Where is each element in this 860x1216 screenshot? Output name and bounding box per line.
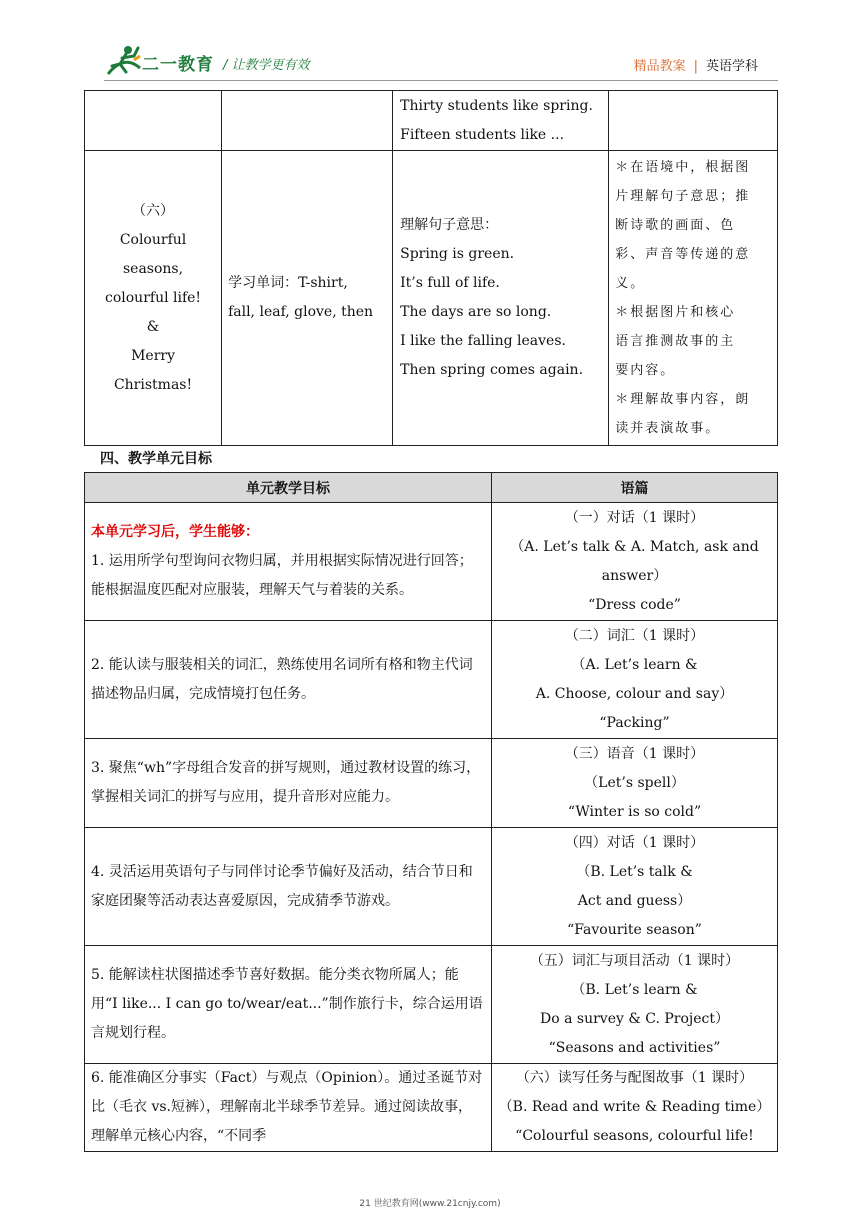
cell-line: ＊根据图片和核心	[615, 305, 736, 320]
goal-cell	[85, 946, 492, 1064]
cell-line: It’s full of life.	[400, 275, 500, 291]
table-row	[85, 151, 778, 446]
goal-cell	[85, 1064, 492, 1152]
cell-line: answer）	[601, 567, 668, 584]
cell-line: Spring is green.	[400, 246, 515, 262]
goal-cell	[85, 503, 492, 621]
cell-line: ＊在语境中，根据图	[615, 160, 751, 175]
cell-line: （B. Let’s learn &	[571, 981, 698, 998]
slogan: / 让教学更有效	[223, 58, 310, 73]
header-right	[634, 55, 758, 74]
table-row	[85, 621, 778, 739]
cell-line: 学习单词：T-shirt,	[228, 275, 348, 291]
page-header	[0, 0, 860, 90]
table-header-row	[85, 473, 778, 503]
cell-line: Then spring comes again.	[400, 362, 584, 378]
category-label: 精品教案	[633, 59, 686, 74]
cell-line: A. Choose, colour and say）	[535, 685, 734, 702]
cell-line: （三）语音（1 课时）	[564, 745, 705, 762]
goal-text: 3. 聚焦“wh”字母组合发音的拼写规则，通过教材设置的练习，掌握相关词汇的拼写与应用，提升音形对应能力。	[91, 760, 481, 805]
cell-line: （六）读写任务与配图故事（1 课时）	[515, 1070, 754, 1086]
goal-text: 4. 灵活运用英语句子与同伴讨论季节偏好及活动，结合节日和家庭团聚等活动表达喜爱原因，完成猜季节游戏。	[91, 863, 473, 909]
cell-line: 片理解句子意思；推	[615, 189, 751, 204]
cell-line: （五）词汇与项目活动（1 课时）	[529, 952, 740, 969]
cell-line: （B. Let’s talk &	[576, 863, 693, 880]
goal-text: 6. 能准确区分事实（Fact）与观点（Opinion）。通过圣诞节对比（毛衣 vs.短裤），理解南北半球季节差异。通过阅读故事，理解单元核心内容，“不同季	[91, 1070, 483, 1144]
cell-line: （二）词汇（1 课时）	[564, 627, 705, 644]
table-cell	[222, 91, 393, 151]
goal-cell	[85, 739, 492, 828]
cell-line: fall, leaf, glove, then	[228, 304, 374, 320]
cell-line: colourful life!	[105, 289, 202, 306]
cell-line: The days are so long.	[400, 304, 552, 320]
goal-cell	[85, 621, 492, 739]
cell-line: 断诗歌的画面、色	[615, 218, 736, 233]
section-title: 四、教学单元目标	[100, 451, 212, 467]
cell-line: （一）对话（1 课时）	[564, 509, 705, 526]
goal-text: 2. 能认读与服装相关的词汇，熟练使用名词所有格和物主代词描述物品归属，完成情境打包任务。	[91, 656, 473, 702]
header-divider	[104, 80, 778, 81]
cell-line: Christmas!	[113, 376, 193, 393]
cell-line: &	[146, 318, 160, 335]
lesson-title-cell	[85, 151, 222, 446]
objectives-cell	[609, 151, 778, 446]
cell-line: （B. Read and write & Reading time）	[498, 1099, 771, 1115]
table-cell	[85, 91, 222, 151]
subject-label: 英语学科	[705, 59, 758, 74]
cell-line: （四）对话（1 课时）	[564, 834, 705, 851]
goal-text: 5. 能解读柱状图描述季节喜好数据。能分类衣物所属人；能用“I like... I can go to/wear/eat...”制作旅行卡，综合运用语言规划行程。	[91, 967, 483, 1041]
cell-line: 义。	[615, 276, 646, 291]
table-row	[85, 503, 778, 621]
table-row	[85, 1064, 778, 1152]
cell-line: （A. Let’s talk & A. Match, ask and	[510, 538, 759, 555]
cell-line: 读并表演故事。	[615, 421, 721, 436]
cell-line: ＊理解故事内容，朗	[615, 392, 751, 407]
text-cell	[492, 739, 778, 828]
cell-line: 理解句子意思：	[400, 217, 499, 233]
header-separator: |	[693, 59, 698, 74]
table-cell	[393, 91, 609, 151]
cell-line: “Seasons and activities”	[548, 1039, 721, 1056]
cell-line: Do a survey & C. Project）	[539, 1010, 729, 1027]
cell-line: I like the falling leaves.	[400, 333, 566, 349]
intro-text: 本单元学习后，学生能够：	[91, 524, 259, 540]
table-row	[85, 739, 778, 828]
cell-line: 语言推测故事的主	[615, 334, 736, 349]
cell-line: 要内容。	[615, 363, 676, 378]
cell-line: Fifteen students like ...	[400, 126, 565, 143]
goal-cell	[85, 828, 492, 946]
cell-line: “Winter is so cold”	[567, 803, 702, 820]
cell-line: Colourful	[119, 231, 187, 248]
cell-line: “Favourite season”	[567, 921, 702, 938]
page-footer: 21 世纪教育网(www.21cnjy.com)	[359, 1199, 501, 1209]
goals-table	[84, 472, 778, 1152]
table-row	[85, 91, 778, 151]
text-cell	[492, 946, 778, 1064]
cell-line: 彩、声音等传递的意	[615, 247, 751, 262]
table-row	[85, 828, 778, 946]
cell-line: （A. Let’s learn &	[571, 656, 698, 673]
sentences-cell	[393, 151, 609, 446]
cell-line: Act and guess）	[577, 892, 692, 909]
text-cell	[492, 1064, 778, 1152]
text-cell	[492, 621, 778, 739]
cell-line: “Dress code”	[588, 596, 681, 613]
vocabulary-cell	[222, 151, 393, 446]
cell-line: “Packing”	[599, 714, 670, 731]
column-header: 单元教学目标	[85, 473, 492, 503]
cell-line: “Colourful seasons, colourful life!	[515, 1128, 754, 1144]
cell-line: （六）	[132, 202, 175, 219]
cell-line: Merry	[131, 347, 175, 364]
cell-line: （Let’s spell）	[584, 774, 685, 791]
table-cell	[609, 91, 778, 151]
goal-text: 1. 运用所学句型询问衣物归属，并用根据实际情况进行回答；能根据温度匹配对应服装，理解天气与着装的关系。	[91, 553, 473, 598]
table-row	[85, 946, 778, 1064]
column-header: 语篇	[492, 473, 778, 503]
lesson-table	[84, 90, 778, 446]
text-cell	[492, 503, 778, 621]
cell-line: seasons,	[122, 260, 184, 277]
logo-text: 二一教育	[142, 55, 214, 75]
cell-line: Thirty students like spring.	[400, 97, 593, 114]
text-cell	[492, 828, 778, 946]
